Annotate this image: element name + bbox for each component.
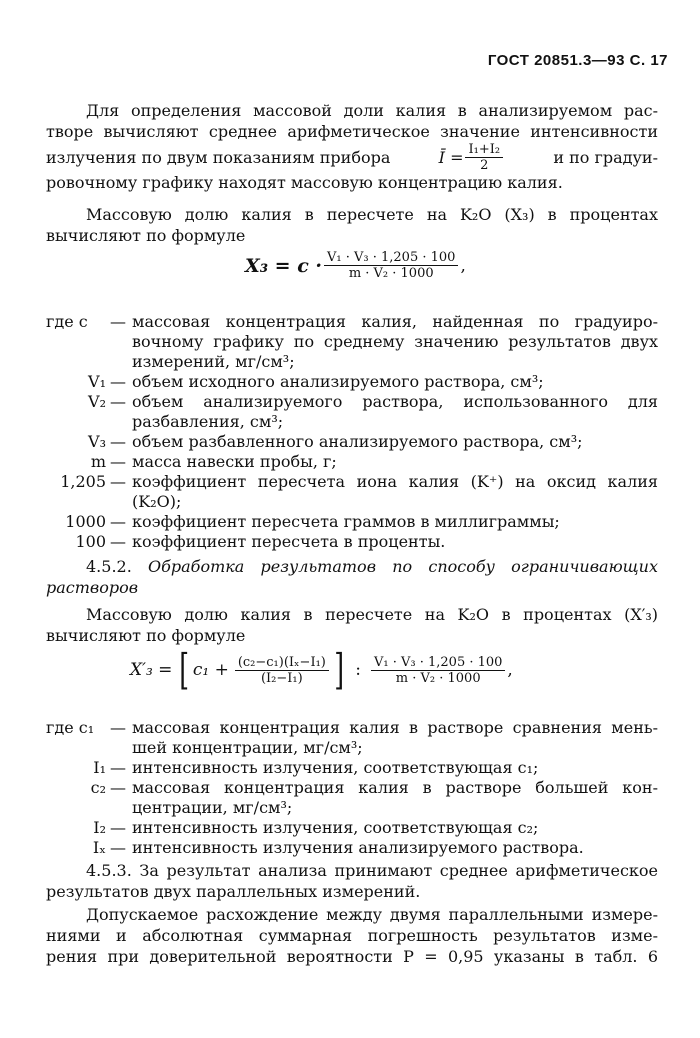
definition-item: c₂ — массовая концентрация калия в растворе большей кон-центрации, мг/см³;	[90, 778, 658, 817]
definition-item: I₁ — интенсивность излучения, соответствующая c₁;	[93, 758, 539, 777]
definition-item: где c₁ — массовая концентрация калия в растворе сравнения мень-шей концентрации, мг/см³;	[46, 718, 658, 757]
definition-item: V₁ — объем исходного анализируемого раствора, см³;	[88, 372, 544, 391]
section-4-5-2: 4.5.2. Обработка результатов по способу ограничивающих растворов	[46, 557, 658, 597]
definitions-formula-x3	[46, 312, 658, 552]
definition-item: V₂ — объем анализируемого раствора, использованного для разбавления, см³;	[88, 392, 658, 431]
section-4-5-3: 4.5.3. За результат анализа принимают среднее арифметическое результатов двух параллельных измерений.	[46, 861, 658, 901]
definition-item: 100 — коэффициент пересчета в проценты.	[75, 532, 446, 551]
paragraph-mass-fraction: Массовую долю калия в пересчете на K₂O (X₃) в процентах вычисляют по формуле	[46, 205, 658, 245]
formula-x3: X₃ = c · $\frac{\text{V₁ · V₃ · 1,205 · 100}}{\text{m · V₂ · 1000}}$ ,	[245, 250, 466, 281]
definitions-formula-x3-prime	[46, 718, 658, 858]
definition-item: 1000 — коэффициент пересчета граммов в миллиграммы;	[65, 512, 560, 531]
definition-item: Iₓ — интенсивность излучения анализируемого раствора.	[92, 838, 584, 857]
paragraph-intensity: Для определения массовой доли калия в анализируемом рас- творе вычисляют среднее арифметическое значение интенсивности излучения по двум показаниям прибора Ī = $\frac{\text{I₁+I₂}}{2}$ и по градуи- ровочному графику находят массовую концентрацию калия.	[46, 101, 658, 192]
paragraph-tolerance: Допускаемое расхождение между двумя параллельными измере- ниями и абсолютная суммарная погрешность результатов изме- рения при доверительной вероятности P = 0,95 указаны в табл. 6	[46, 905, 658, 966]
definition-item: I₂ — интенсивность излучения, соответствующая c₂;	[93, 818, 539, 837]
page-header: ГОСТ 20851.3—93 С. 17	[487, 52, 668, 69]
definition-item: m — масса навески пробы, г;	[90, 452, 337, 471]
definition-item: где c — массовая концентрация калия, найденная по градуиро-вочному графику по среднему значению результатов двух измерений, мг/см³;	[46, 312, 658, 371]
formula-x3-prime: X′₃ = [ c₁ + $\frac{\text{(c₂−c₁)(Iₓ−I₁)}}{\text{(I₂−I₁)}}$ ] : $\frac{\text{V₁ · V₃ · 1,205 · 100}}{\text{m · V₂ · 1000}}$ ,	[130, 645, 513, 694]
definition-item: 1,205 — коэффициент пересчета иона калия (K⁺) на оксид калия (K₂O);	[60, 472, 658, 511]
paragraph-mass-fraction-2: Массовую долю калия в пересчете на K₂O в процентах (X′₃) вычисляют по формуле	[46, 605, 658, 645]
definition-item: V₃ — объем разбавленного анализируемого раствора, см³;	[88, 432, 583, 451]
mean-intensity-formula: Ī = $\frac{\text{I₁+I₂}}{2}$	[439, 142, 505, 173]
